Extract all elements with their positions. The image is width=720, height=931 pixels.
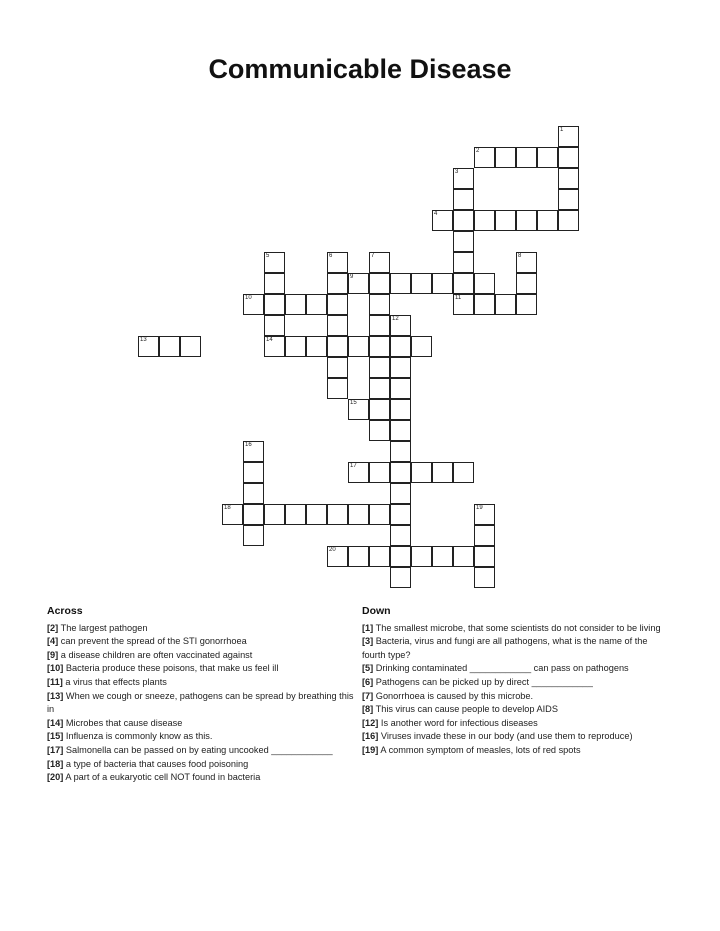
clue-text: This virus can cause people to develop AIDS (375, 704, 558, 715)
crossword-cell[interactable] (390, 273, 411, 294)
crossword-cell[interactable] (243, 483, 264, 504)
crossword-cell[interactable] (474, 147, 495, 168)
down-clue (362, 690, 662, 704)
across-clue (47, 676, 354, 690)
clue-number: [2] (47, 622, 59, 633)
crossword-cell[interactable] (558, 168, 579, 189)
across-clue (47, 622, 354, 636)
cell-number: 13 (140, 337, 147, 343)
crossword-cell[interactable] (411, 273, 432, 294)
clue-number: [13] (47, 690, 64, 701)
clue-number: [12] (362, 717, 379, 728)
cell-number: 16 (245, 442, 252, 448)
crossword-cell[interactable] (390, 483, 411, 504)
crossword-cell[interactable] (390, 462, 411, 483)
clue-number: [16] (362, 731, 379, 742)
across-clue (47, 758, 354, 772)
crossword-cell[interactable] (516, 294, 537, 315)
crossword-cell[interactable] (474, 210, 495, 231)
clue-text: Is another word for infectious diseases (380, 717, 538, 728)
crossword-cell[interactable] (453, 252, 474, 273)
crossword-cell[interactable] (243, 294, 264, 315)
crossword-cell[interactable] (411, 546, 432, 567)
clue-number: [7] (362, 690, 374, 701)
clue-number: [18] (47, 758, 64, 769)
across-heading: Across (47, 605, 83, 617)
down-clue (362, 676, 662, 690)
down-clue (362, 730, 662, 744)
crossword-cell[interactable] (390, 336, 411, 357)
clue-text: Salmonella can be passed on by eating uncooked ____________ (65, 744, 333, 755)
clue-number: [3] (362, 636, 374, 647)
crossword-cell[interactable] (348, 462, 369, 483)
clue-text: can prevent the spread of the STI gonorrhoea (60, 636, 247, 647)
crossword-cell[interactable] (453, 189, 474, 210)
crossword-cell[interactable] (558, 189, 579, 210)
crossword-cell[interactable] (516, 273, 537, 294)
crossword-cell[interactable] (348, 399, 369, 420)
crossword-cell[interactable] (180, 336, 201, 357)
crossword-cell[interactable] (474, 546, 495, 567)
down-clues (362, 605, 662, 758)
clue-number: [8] (362, 704, 374, 715)
crossword-cell[interactable] (285, 294, 306, 315)
crossword-cell[interactable] (243, 525, 264, 546)
crossword-cell[interactable] (537, 147, 558, 168)
crossword-cell[interactable] (390, 378, 411, 399)
crossword-cell[interactable] (390, 525, 411, 546)
crossword-cell[interactable] (159, 336, 180, 357)
clue-text: Gonorrhoea is caused by this microbe. (375, 690, 534, 701)
cell-number: 8 (518, 253, 522, 259)
crossword-cell[interactable] (390, 315, 411, 336)
cell-number: 15 (350, 400, 357, 406)
clue-number: [10] (47, 663, 64, 674)
clue-number: [19] (362, 744, 379, 755)
crossword-cell[interactable] (558, 126, 579, 147)
clue-number: [20] (47, 772, 64, 783)
crossword-cell[interactable] (453, 294, 474, 315)
crossword-cell[interactable] (453, 462, 474, 483)
across-clue (47, 662, 354, 676)
crossword-cell[interactable] (495, 210, 516, 231)
cell-number: 12 (392, 316, 399, 322)
crossword-cell[interactable] (516, 147, 537, 168)
down-clue (362, 703, 662, 717)
down-clue (362, 662, 662, 676)
crossword-cell[interactable] (348, 504, 369, 525)
down-clue (362, 717, 662, 731)
clue-text: a type of bacteria that causes food poisoning (65, 758, 249, 769)
clue-text: The smallest microbe, that some scientists do not consider to be living (375, 622, 661, 633)
crossword-cell[interactable] (495, 147, 516, 168)
clue-text: Pathogens can be picked up by direct ____________ (375, 676, 593, 687)
crossword-cell[interactable] (327, 378, 348, 399)
across-clues (47, 605, 354, 785)
crossword-cell[interactable] (411, 336, 432, 357)
cell-number: 10 (245, 295, 252, 301)
crossword-cell[interactable] (327, 336, 348, 357)
clue-number: [1] (362, 622, 374, 633)
crossword-cell[interactable] (285, 504, 306, 525)
crossword-cell[interactable] (453, 273, 474, 294)
crossword-cell[interactable] (369, 357, 390, 378)
crossword-cell[interactable] (369, 252, 390, 273)
crossword-cell[interactable] (369, 462, 390, 483)
down-clue (362, 622, 662, 636)
crossword-cell[interactable] (327, 252, 348, 273)
across-clue (47, 635, 354, 649)
crossword-cell[interactable] (327, 504, 348, 525)
crossword-cell[interactable] (369, 315, 390, 336)
cell-number: 7 (371, 253, 375, 259)
cell-number: 5 (266, 253, 270, 259)
clue-text: When we cough or sneeze, pathogens can be spread by breathing this in (47, 690, 354, 715)
crossword-cell[interactable] (516, 210, 537, 231)
down-clue (362, 635, 662, 662)
crossword-cell[interactable] (327, 273, 348, 294)
across-clue (47, 649, 354, 663)
crossword-cell[interactable] (369, 420, 390, 441)
clue-text: A part of a eukaryotic cell NOT found in bacteria (65, 772, 261, 783)
crossword-cell[interactable] (390, 504, 411, 525)
crossword-cell[interactable] (243, 462, 264, 483)
crossword-cell[interactable] (390, 546, 411, 567)
down-clue (362, 744, 662, 758)
crossword-cell[interactable] (432, 210, 453, 231)
page-title: Communicable Disease (208, 54, 512, 84)
cell-number: 20 (329, 547, 336, 553)
clue-text: A common symptom of measles, lots of red spots (380, 744, 581, 755)
down-heading: Down (362, 605, 391, 617)
crossword-cell[interactable] (306, 294, 327, 315)
crossword-cell[interactable] (306, 504, 327, 525)
clue-text: Viruses invade these in our body (and use them to reproduce) (380, 731, 633, 742)
crossword-cell[interactable] (264, 315, 285, 336)
cell-number: 9 (350, 274, 354, 280)
clue-number: [6] (362, 676, 374, 687)
crossword-cell[interactable] (495, 294, 516, 315)
crossword-cell[interactable] (432, 546, 453, 567)
crossword-cell[interactable] (474, 567, 495, 588)
crossword-cell[interactable] (453, 231, 474, 252)
clue-number: [17] (47, 744, 64, 755)
crossword-cell[interactable] (537, 210, 558, 231)
crossword-cell[interactable] (222, 504, 243, 525)
clue-text: a virus that effects plants (65, 676, 167, 687)
crossword-cell[interactable] (474, 504, 495, 525)
crossword-cell[interactable] (432, 462, 453, 483)
across-clue (47, 730, 354, 744)
cell-number: 3 (455, 169, 459, 175)
cell-number: 6 (329, 253, 333, 259)
crossword-cell[interactable] (369, 273, 390, 294)
clue-number: [15] (47, 731, 64, 742)
cell-number: 14 (266, 337, 273, 343)
crossword-cell[interactable] (264, 252, 285, 273)
crossword-cell[interactable] (348, 546, 369, 567)
cell-number: 17 (350, 463, 357, 469)
clue-text: Bacteria, virus and fungi are all pathogens, what is the name of the fourth type? (362, 636, 648, 660)
crossword-cell[interactable] (369, 294, 390, 315)
crossword-cell[interactable] (348, 273, 369, 294)
crossword-cell[interactable] (411, 462, 432, 483)
across-clue (47, 717, 354, 731)
crossword-cell[interactable] (369, 546, 390, 567)
crossword-cell[interactable] (369, 378, 390, 399)
crossword-cell[interactable] (369, 336, 390, 357)
across-clue (47, 771, 354, 785)
clue-number: [14] (47, 717, 64, 728)
across-clue-list (47, 622, 354, 785)
clue-text: Drinking contaminated ____________ can pass on pathogens (375, 663, 629, 674)
crossword-cell[interactable] (474, 273, 495, 294)
crossword-cell[interactable] (453, 210, 474, 231)
clue-text: Microbes that cause disease (65, 717, 183, 728)
crossword-cell[interactable] (369, 504, 390, 525)
crossword-cell[interactable] (390, 420, 411, 441)
clue-text: a disease children are often vaccinated against (60, 649, 253, 660)
crossword-cell[interactable] (264, 336, 285, 357)
crossword-cell[interactable] (390, 441, 411, 462)
crossword-cell[interactable] (516, 252, 537, 273)
crossword-cell[interactable] (390, 399, 411, 420)
crossword-cell[interactable] (327, 294, 348, 315)
crossword-cell[interactable] (369, 399, 390, 420)
across-clue (47, 744, 354, 758)
cell-number: 19 (476, 505, 483, 511)
crossword-cell[interactable] (138, 336, 159, 357)
crossword-cell[interactable] (474, 294, 495, 315)
crossword-cell[interactable] (327, 357, 348, 378)
clue-number: [4] (47, 636, 59, 647)
crossword-cell[interactable] (558, 210, 579, 231)
cell-number: 1 (560, 127, 564, 133)
crossword-cell[interactable] (327, 546, 348, 567)
crossword-cell[interactable] (474, 525, 495, 546)
clue-text: The largest pathogen (60, 622, 148, 633)
clue-number: [11] (47, 676, 63, 687)
crossword-cell[interactable] (243, 441, 264, 462)
crossword-cell[interactable] (264, 294, 285, 315)
cell-number: 11 (455, 295, 462, 301)
crossword-cell[interactable] (348, 336, 369, 357)
crossword-cell[interactable] (390, 567, 411, 588)
crossword-cell[interactable] (243, 504, 264, 525)
crossword-cell[interactable] (453, 546, 474, 567)
crossword-cell[interactable] (264, 504, 285, 525)
clue-text: Influenza is commonly know as this. (65, 731, 213, 742)
across-clue (47, 690, 354, 717)
clue-number: [5] (362, 663, 374, 674)
crossword-cell[interactable] (306, 336, 327, 357)
clue-text: Bacteria produce these poisons, that make us feel ill (65, 663, 279, 674)
crossword-cell[interactable] (432, 273, 453, 294)
crossword-cell[interactable] (285, 336, 306, 357)
crossword-cell[interactable] (264, 273, 285, 294)
crossword-cell[interactable] (453, 168, 474, 189)
clue-number: [9] (47, 649, 59, 660)
cell-number: 4 (434, 211, 438, 217)
crossword-cell[interactable] (327, 315, 348, 336)
down-clue-list (362, 622, 662, 758)
cell-number: 2 (476, 148, 480, 154)
cell-number: 18 (224, 505, 231, 511)
crossword-cell[interactable] (390, 357, 411, 378)
crossword-cell[interactable] (558, 147, 579, 168)
